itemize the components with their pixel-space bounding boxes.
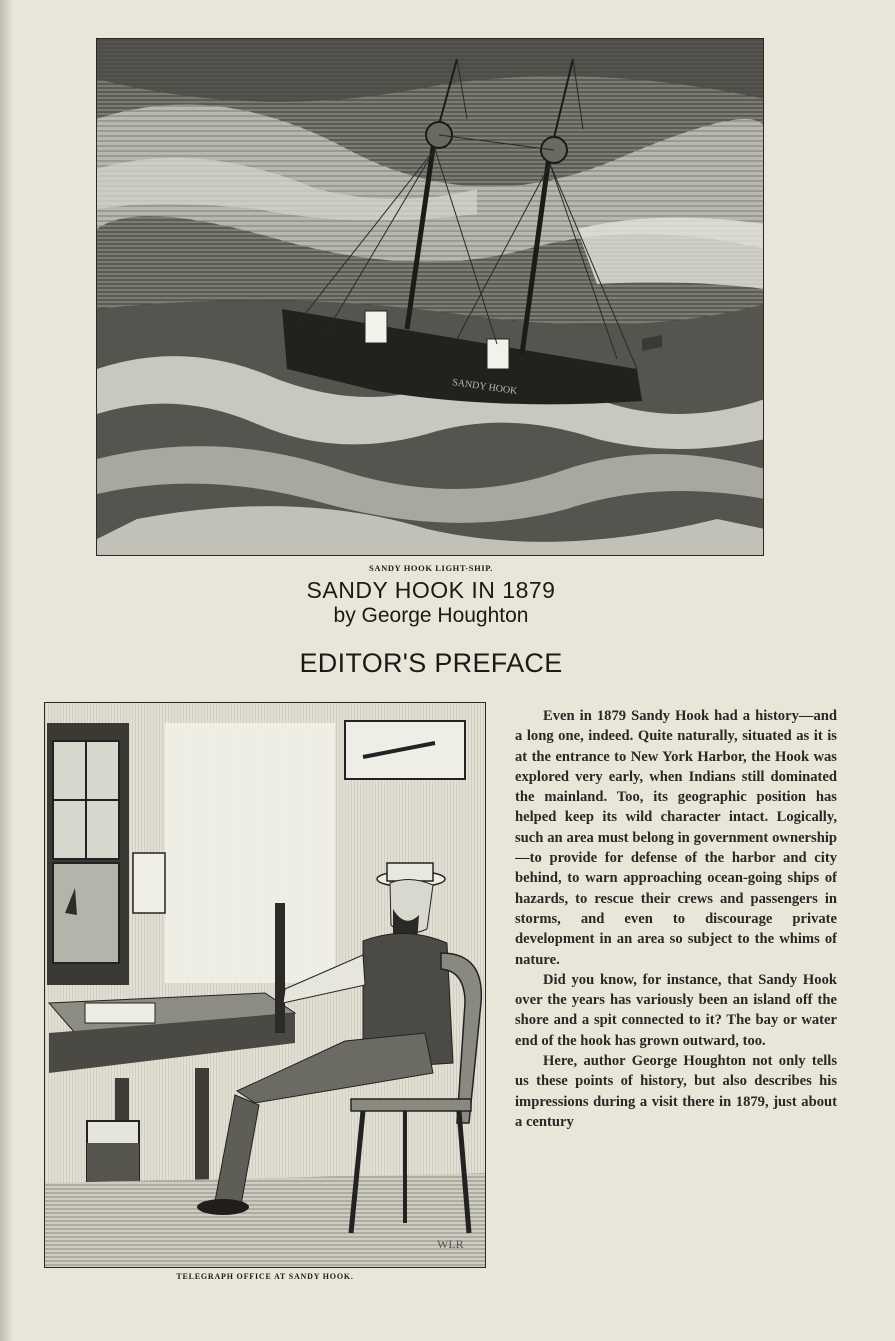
- artist-monogram: WLR: [437, 1237, 464, 1251]
- preface-body: [515, 706, 837, 1286]
- preface-paragraph: Here, author George Houghton not only tells us these points of history, but also describes his impressions during a visit there in 1879, just about a century: [515, 1053, 837, 1130]
- lightship-engraving: [96, 38, 764, 556]
- section-heading: EDITOR'S PREFACE: [299, 648, 563, 678]
- article-byline: by George Houghton: [333, 604, 529, 627]
- preface-paragraph: Even in 1879 Sandy Hook had a history—and a long one, indeed. Quite naturally, situated as it is at the entrance to New York Harbor, the Hook was explored very early, when Indians still dominated the mainland. Too, its geographic position has helped keep its wild character intact. Logically, such an area must belong in government ownership—to provide for defense of the harbor and city behind, to warn approaching ocean-going ships of hazards, to rescue their crews and passengers in storms, and even to discourage private development in an area so subject to the whims of nature.: [515, 708, 837, 968]
- telegraph-office-caption: TELEGRAPH OFFICE AT SANDY HOOK.: [176, 1272, 354, 1281]
- preface-paragraph: Did you know, for instance, that Sandy Hook over the years has variously been an island off the shore and a spit connected to it? The bay or water end of the hook has grown outward, too.: [515, 971, 837, 1049]
- lightship-caption: SANDY HOOK LIGHT-SHIP.: [369, 563, 493, 573]
- hull-lettering: SANDY HOOK: [451, 377, 518, 398]
- article-title: SANDY HOOK IN 1879: [306, 577, 556, 603]
- telegraph-office-engraving: [44, 702, 486, 1268]
